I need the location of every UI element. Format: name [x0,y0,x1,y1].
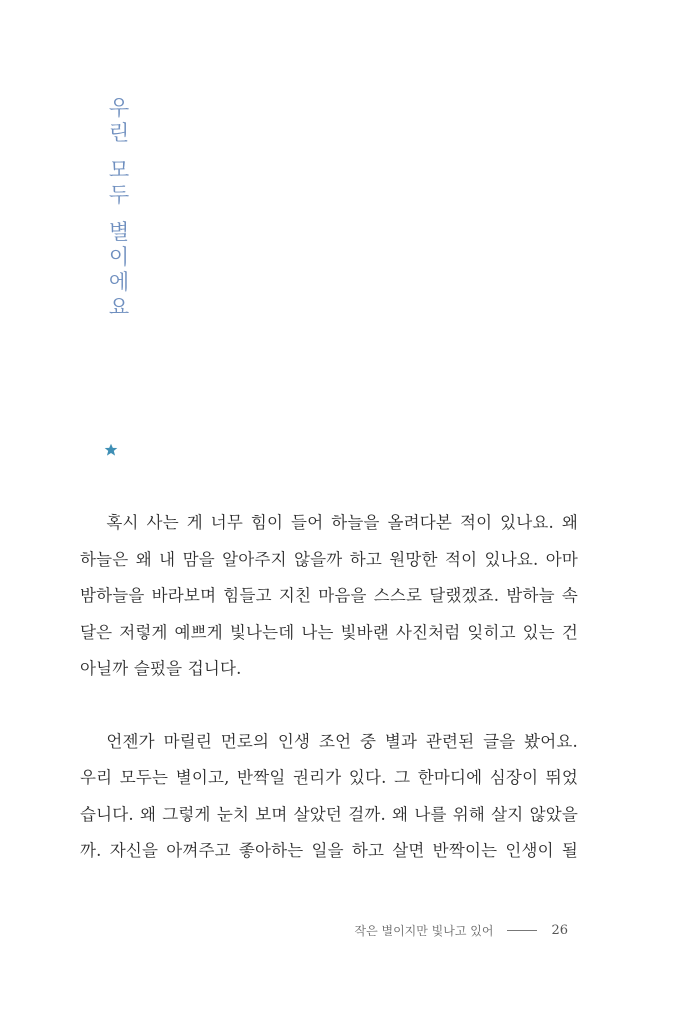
text-line: 달은 저렇게 예쁘게 빛나는데 나는 빛바랜 사진처럼 잊히고 있는 건 [80,622,578,642]
text-line: 혹시 사는 게 너무 힘이 들어 하늘을 올려다본 적이 있나요. 왜 [106,513,578,532]
text-line: 우리 모두는 별이고, 반짝일 권리가 있다. 그 한마디에 심장이 뛰었 [80,768,578,787]
page-footer [354,922,568,939]
text-line: 아닐까 슬펐을 겁니다. [80,659,242,678]
footer-rule [507,930,537,931]
body-text [80,505,578,870]
chapter-title [104,96,134,320]
title-char: 모 [108,158,130,182]
title-char: 별 [108,220,130,244]
star-icon [104,443,118,457]
title-char: 우 [108,96,130,120]
title-char: 두 [108,183,130,207]
page-number: 26 [551,923,568,938]
paragraph [80,724,578,870]
title-char: 요 [108,295,130,319]
running-title: 작은 별이지만 빛나고 있어 [354,924,494,938]
text-line: 까. 자신을 아껴주고 좋아하는 일을 하고 살면 반짝이는 인생이 될 [80,841,578,860]
paragraph [80,505,578,688]
text-line: 하늘은 왜 내 맘을 알아주지 않을까 하고 원망한 적이 있나요. 아마 [80,549,578,569]
text-line: 밤하늘을 바라보며 힘들고 지친 마음을 스스로 달랬겠죠. 밤하늘 속 [80,586,578,605]
title-char: 이 [108,245,130,269]
text-line: 언젠가 마릴린 먼로의 인생 조언 중 별과 관련된 글을 봤어요. [106,731,578,751]
title-char: 린 [108,121,130,145]
title-char: 에 [108,270,130,294]
text-line: 습니다. 왜 그렇게 눈치 보며 살았던 걸까. 왜 나를 위해 살지 않았을 [80,804,578,824]
